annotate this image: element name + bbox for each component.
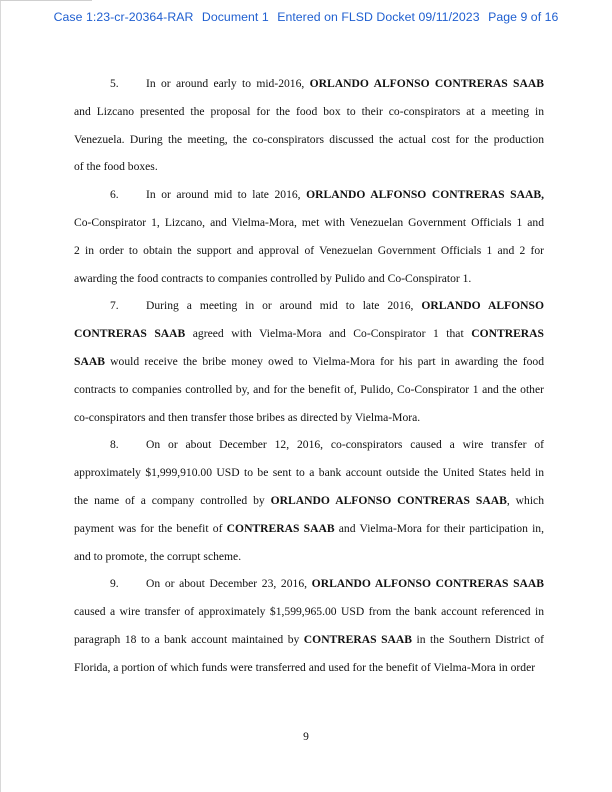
text-line xyxy=(74,515,544,543)
text-run: and Vielma-Mora for their participation in, xyxy=(334,521,544,535)
page-edge xyxy=(0,0,1,792)
text-line xyxy=(74,487,544,515)
text-run: During a meeting in or around mid to late 2016, xyxy=(146,299,422,313)
text-run: of the food boxes. xyxy=(74,160,158,174)
court-filing-header xyxy=(0,10,612,24)
text-line xyxy=(74,292,544,320)
text-run: On or about December 23, 2016, xyxy=(146,577,312,591)
text-line xyxy=(74,209,544,237)
paragraph-9 xyxy=(74,570,544,681)
text-line xyxy=(74,265,544,293)
text-run: caused a wire transfer of approximately $1,599,965.00 USD from the bank account referenced in xyxy=(74,605,544,619)
paragraph-8 xyxy=(74,431,544,570)
bold-name: ORLANDO ALFONSO CONTRERAS SAAB, xyxy=(306,188,544,202)
paragraph-number: 6. xyxy=(110,188,119,202)
text-run: awarding the food contracts to companies controlled by Pulido and Co-Conspirator 1. xyxy=(74,271,472,285)
text-line xyxy=(74,459,544,487)
docket-entry: Entered on FLSD Docket 09/11/2023 xyxy=(277,10,480,24)
text-run: and Lizcano presented the proposal for the food box to their co-conspirators at a meeting in xyxy=(74,104,544,118)
paragraph-number: 5. xyxy=(110,77,119,90)
page-number: 9 xyxy=(303,731,309,743)
bold-name: SAAB xyxy=(74,354,105,368)
paragraph-number: 7. xyxy=(110,299,119,313)
text-run: , which xyxy=(506,493,544,507)
text-run: would receive the bribe money owed to Vielma-Mora for his part in awarding the food xyxy=(104,354,544,368)
paragraph-7 xyxy=(74,292,544,431)
text-line xyxy=(74,98,544,126)
text-run: in the Southern District of xyxy=(412,632,545,646)
bold-name: CONTRERAS xyxy=(471,327,544,341)
bold-name: ORLANDO ALFONSO CONTRERAS SAAB xyxy=(270,493,507,507)
bold-name: ORLANDO ALFONSO CONTRERAS SAAB xyxy=(309,77,544,90)
document-body xyxy=(74,70,544,682)
paragraph-number: 8. xyxy=(110,438,119,452)
text-run: Venezuela. During the meeting, the co-conspirators discussed the actual cost for the production xyxy=(74,132,544,146)
text-run: In or around early to mid-2016, xyxy=(146,77,310,90)
text-line xyxy=(74,431,544,459)
text-run: Florida, a portion of which funds were transferred and used for the benefit of Vielma-Mora in order xyxy=(74,660,536,674)
text-run: On or about December 12, 2016, co-conspirators caused a wire transfer of xyxy=(146,438,544,452)
paragraph-6 xyxy=(74,181,544,292)
text-line xyxy=(74,543,544,571)
text-run: payment was for the benefit of xyxy=(74,521,227,535)
text-run: agreed with Vielma-Mora and Co-Conspirator 1 that xyxy=(185,327,472,341)
bold-name: CONTRERAS SAAB xyxy=(74,327,186,341)
case-number: Case 1:23-cr-20364-RAR xyxy=(53,10,194,24)
top-edge-mark xyxy=(0,0,92,1)
bold-name: ORLANDO ALFONSO CONTRERAS SAAB xyxy=(311,577,544,591)
text-line xyxy=(74,570,544,598)
bold-name: CONTRERAS SAAB xyxy=(226,521,335,535)
text-run: approximately $1,999,910.00 USD to be sent to a bank account outside the United States held in xyxy=(74,466,544,480)
text-line xyxy=(74,237,544,265)
text-line xyxy=(74,70,544,98)
text-line xyxy=(74,376,544,404)
text-run: and to promote, the corrupt scheme. xyxy=(74,549,242,563)
text-run: the name of a company controlled by xyxy=(74,493,271,507)
page-of-total: Page 9 of 16 xyxy=(488,10,559,24)
text-run: paragraph 18 to a bank account maintained by xyxy=(74,632,304,646)
text-run: Co-Conspirator 1, Lizcano, and Vielma-Mora, met with Venezuelan Government Officials 1 and xyxy=(74,215,544,229)
text-run: co-conspirators and then transfer those bribes as directed by Vielma-Mora. xyxy=(74,410,421,424)
text-line xyxy=(74,320,544,348)
text-line xyxy=(74,654,544,682)
bold-name: CONTRERAS SAAB xyxy=(303,632,413,646)
text-line xyxy=(74,598,544,626)
bold-name: ORLANDO ALFONSO xyxy=(421,299,545,313)
text-run: 2 in order to obtain the support and approval of Venezuelan Government Officials 1 and 2 for xyxy=(74,243,544,257)
text-run: In or around mid to late 2016, xyxy=(146,188,307,202)
text-line xyxy=(74,181,544,209)
text-line xyxy=(74,404,544,432)
document-number: Document 1 xyxy=(201,10,269,24)
text-line xyxy=(74,348,544,376)
text-line xyxy=(74,153,544,181)
paragraph-number: 9. xyxy=(110,577,119,591)
text-run: contracts to companies controlled by, and for the benefit of, Pulido, Co-Conspirator 1 and the other xyxy=(74,382,544,396)
text-line xyxy=(74,126,544,154)
paragraph-5 xyxy=(74,70,544,181)
text-line xyxy=(74,626,544,654)
